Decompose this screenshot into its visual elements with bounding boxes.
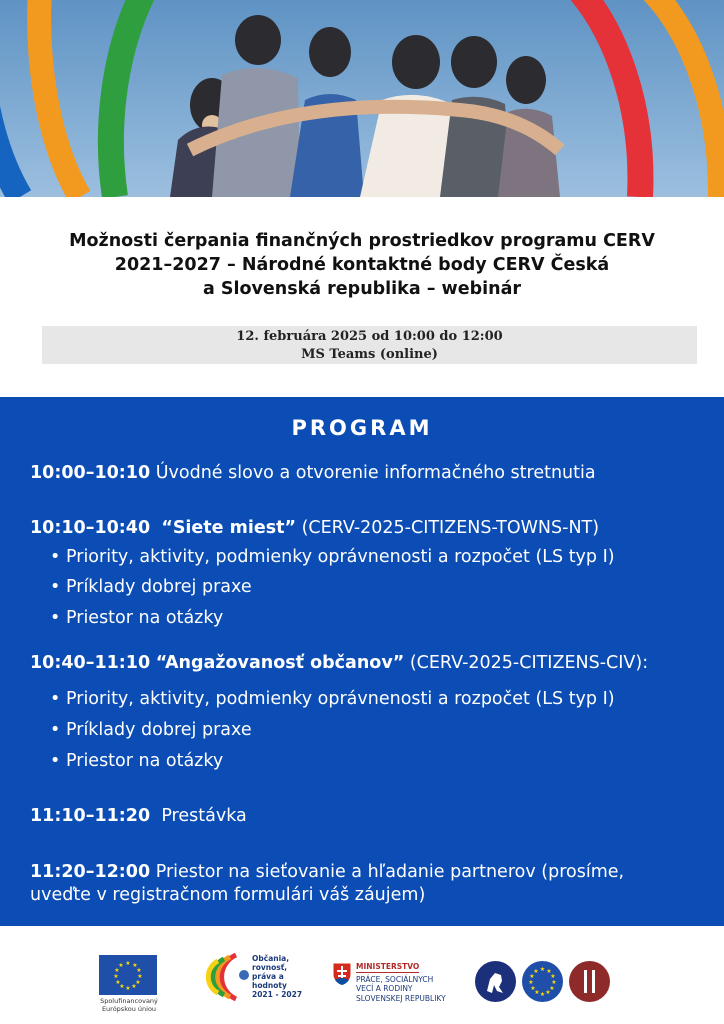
svg-text:★: ★ <box>125 985 131 992</box>
czech-lion-icon <box>475 961 516 1002</box>
program-item-4 <box>30 806 247 826</box>
sk-logo-icon <box>569 961 610 1002</box>
item-3-bullet-3: • Priestor na otázky <box>66 751 223 771</box>
ncb-logo-icon <box>206 951 254 1003</box>
svg-text:★: ★ <box>551 979 557 986</box>
event-venue: MS Teams (online) <box>301 347 438 362</box>
svg-text:★: ★ <box>132 962 138 969</box>
program-section <box>0 397 724 926</box>
ministry-line-3: SLOVENSKEJ REPUBLIKY <box>356 993 446 1003</box>
ministry-line-2: VECÍ A RODINY <box>356 984 413 993</box>
program-item-2 <box>30 518 599 538</box>
program-heading: PROGRAM <box>291 416 433 440</box>
item-1-time: 10:00–10:10 <box>30 463 151 483</box>
hero-image <box>0 0 724 197</box>
svg-text:★: ★ <box>539 991 546 998</box>
item-2-bullet-1: • Priority, aktivity, podmienky oprávnenosti a rozpočet (LS typ I) <box>66 547 615 567</box>
svg-text:★: ★ <box>119 983 125 990</box>
svg-text:★: ★ <box>545 989 551 996</box>
title-line-3: a Slovenská republika – webinár <box>202 279 522 299</box>
item-3-time: 10:40–11:10 <box>30 653 151 673</box>
svg-text:★: ★ <box>137 973 143 980</box>
ncb-years: 2021 - 2027 <box>252 990 303 999</box>
svg-text:★: ★ <box>125 960 131 967</box>
svg-text:★: ★ <box>115 979 121 986</box>
svg-text:★: ★ <box>534 989 540 996</box>
ministry-line-1: PRÁCE, SOCIÁLNYCH <box>356 974 434 984</box>
slovak-crest-icon <box>332 962 352 986</box>
title-line-1: Možnosti čerpania finančných prostriedkov programu CERV <box>69 231 655 251</box>
program-item-3 <box>30 653 648 673</box>
svg-text:★: ★ <box>136 967 142 974</box>
program-item-5 <box>30 862 624 882</box>
ncb-slogan: Občania, rovnosť, práva a hodnoty <box>252 954 290 990</box>
svg-text:★: ★ <box>114 967 120 974</box>
svg-text:★: ★ <box>113 973 119 980</box>
item-3-title: “Angažovanosť občanov” <box>155 653 405 673</box>
item-5-text: Priestor na sieťovanie a hľadanie partnerov (prosíme, <box>150 862 625 882</box>
svg-text:★: ★ <box>135 979 141 986</box>
item-5-time: 11:20–12:00 <box>30 862 151 882</box>
item-4-time: 11:10–11:20 <box>30 806 151 826</box>
svg-text:★: ★ <box>118 962 124 969</box>
item-2-bullet-2: • Príklady dobrej praxe <box>66 577 252 597</box>
item-2-code: (CERV-2025-CITIZENS-TOWNS-NT) <box>296 518 600 538</box>
item-3-code: (CERV-2025-CITIZENS-CIV): <box>404 653 649 673</box>
item-3-bullet-2: • Príklady dobrej praxe <box>66 720 252 740</box>
item-4-text: Prestávka <box>161 806 247 826</box>
ministry-text <box>356 962 466 1003</box>
hero-illustration <box>0 0 724 197</box>
item-2-bullet-3: • Priestor na otázky <box>66 608 223 628</box>
title-line-2: 2021–2027 – Národné kontaktné body CERV Česká <box>114 255 610 275</box>
svg-text:★: ★ <box>550 973 556 980</box>
ministry-title: MINISTERSTVO <box>356 962 420 971</box>
item-2-time: 10:10–10:40 <box>30 518 151 538</box>
page-title <box>30 229 694 301</box>
svg-text:★: ★ <box>131 983 137 990</box>
svg-text:★: ★ <box>549 985 555 992</box>
svg-text:★: ★ <box>529 973 535 980</box>
svg-text:★: ★ <box>530 985 536 992</box>
eu-caption: Spolufinancovaný Európskou úniou <box>100 997 158 1013</box>
ncb-text <box>252 954 312 999</box>
item-5-text-continued: uveďte v registračnom formulári váš záujem) <box>30 885 426 905</box>
eu-stars-icon <box>522 961 563 1002</box>
item-1-text: Úvodné slovo a otvorenie informačného stretnutia <box>150 463 596 483</box>
svg-text:★: ★ <box>533 968 539 975</box>
eu-flag-icon <box>99 955 157 995</box>
svg-text:★: ★ <box>528 979 534 986</box>
event-info-bar <box>42 326 697 364</box>
program-item-1 <box>30 463 596 483</box>
item-3-bullet-1: • Priority, aktivity, podmienky oprávnenosti a rozpočet (LS typ I) <box>66 689 615 709</box>
svg-text:★: ★ <box>546 968 552 975</box>
item-2-title: “Siete miest” <box>161 518 296 538</box>
svg-text:★: ★ <box>539 966 546 973</box>
event-date-time: 12. februára 2025 od 10:00 do 12:00 <box>236 329 503 344</box>
